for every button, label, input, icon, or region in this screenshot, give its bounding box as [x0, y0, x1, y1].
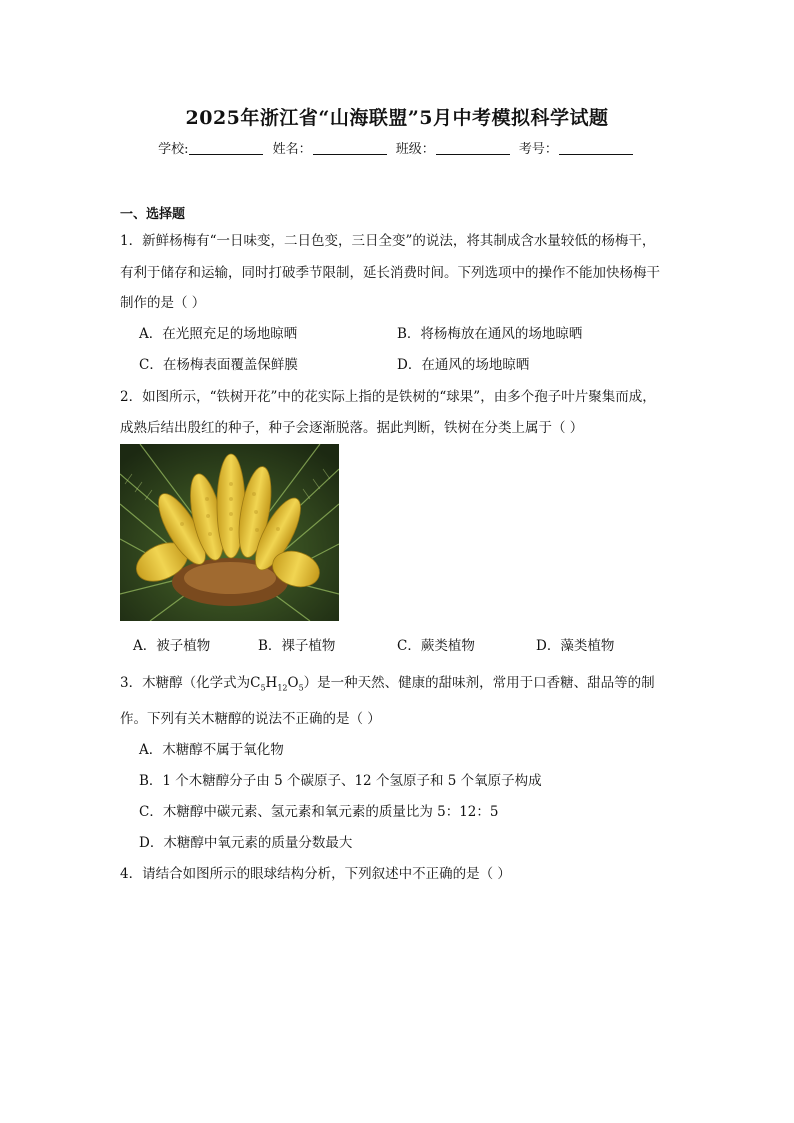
q3-option-c[interactable]: C．木糖醇中碳元素、氢元素和氧元素的质量比为 5：12：5 [139, 804, 499, 820]
q3-line-1-pre: 3．木糖醇（化学式为 [120, 675, 251, 691]
q2-line-1: 2．如图所示，“铁树开花”中的花实际上指的是铁树的“球果”，由多个孢子叶片聚集而成， [120, 389, 656, 405]
xylitol-formula [250, 675, 304, 691]
q1-option-d[interactable]: D．在通风的场地晾晒 [397, 357, 530, 373]
q3-line-1 [120, 671, 655, 693]
q1-line-3: 制作的是（ ） [120, 295, 206, 311]
q3-option-d[interactable]: D．木糖醇中氧元素的质量分数最大 [139, 835, 353, 851]
name-blank[interactable] [313, 142, 387, 155]
formula-c-sub: 5 [260, 683, 266, 693]
q2-line-2: 成熟后结出殷红的种子，种子会逐渐脱落。据此判断，铁树在分类上属于（ ） [120, 420, 584, 436]
page-title: 2025年浙江省“山海联盟”5月中考模拟科学试题 [185, 107, 609, 129]
class-blank[interactable] [436, 142, 510, 155]
cycad-cone-illustration [120, 444, 339, 621]
q1-line-1: 1．新鲜杨梅有“一日味变，二日色变，三日全变”的说法，将其制成含水量较低的杨梅干， [120, 233, 656, 249]
student-info-line [0, 138, 794, 157]
exam-no-label: 考号： [518, 142, 558, 157]
exam-no-blank[interactable] [559, 142, 633, 155]
q1-option-a[interactable]: A．在光照充足的场地晾晒 [139, 326, 298, 342]
formula-h-sub: 12 [277, 683, 288, 693]
school-label: 学校: [158, 142, 189, 157]
q4-line-1: 4．请结合如图所示的眼球结构分析，下列叙述中不正确的是（ ） [120, 866, 511, 882]
q2-option-a[interactable]: A．被子植物 [133, 638, 211, 654]
formula-h: H [265, 675, 278, 691]
q1-line-2: 有利于储存和运输，同时打破季节限制，延长消费时间。下列选项中的操作不能加快杨梅干 [120, 265, 660, 281]
class-label: 班级： [395, 142, 435, 157]
q3-line-2: 作。下列有关木糖醇的说法不正确的是（ ） [120, 711, 381, 727]
q3-line-1-post: ）是一种天然、健康的甜味剂，常用于口香糖、甜品等的制 [303, 675, 655, 691]
q1-option-b[interactable]: B．将杨梅放在通风的场地晾晒 [397, 326, 583, 342]
section-title: 一、选择题 [120, 207, 186, 222]
q2-option-d[interactable]: D．藻类植物 [536, 638, 615, 654]
formula-c: C [250, 675, 261, 691]
q2-option-b[interactable]: B．裸子植物 [258, 638, 336, 654]
formula-o: O [287, 675, 299, 691]
q2-option-c[interactable]: C．蕨类植物 [397, 638, 475, 654]
cycad-cone-image [120, 444, 339, 621]
q3-option-a[interactable]: A．木糖醇不属于氧化物 [139, 742, 284, 758]
formula-o-sub: 5 [298, 683, 304, 693]
name-label: 姓名： [272, 142, 312, 157]
q1-option-c[interactable]: C．在杨梅表面覆盖保鲜膜 [139, 357, 298, 373]
school-blank[interactable] [189, 142, 263, 155]
q3-option-b[interactable]: B．1 个木糖醇分子由 5 个碳原子、12 个氢原子和 5 个氧原子构成 [139, 773, 542, 789]
